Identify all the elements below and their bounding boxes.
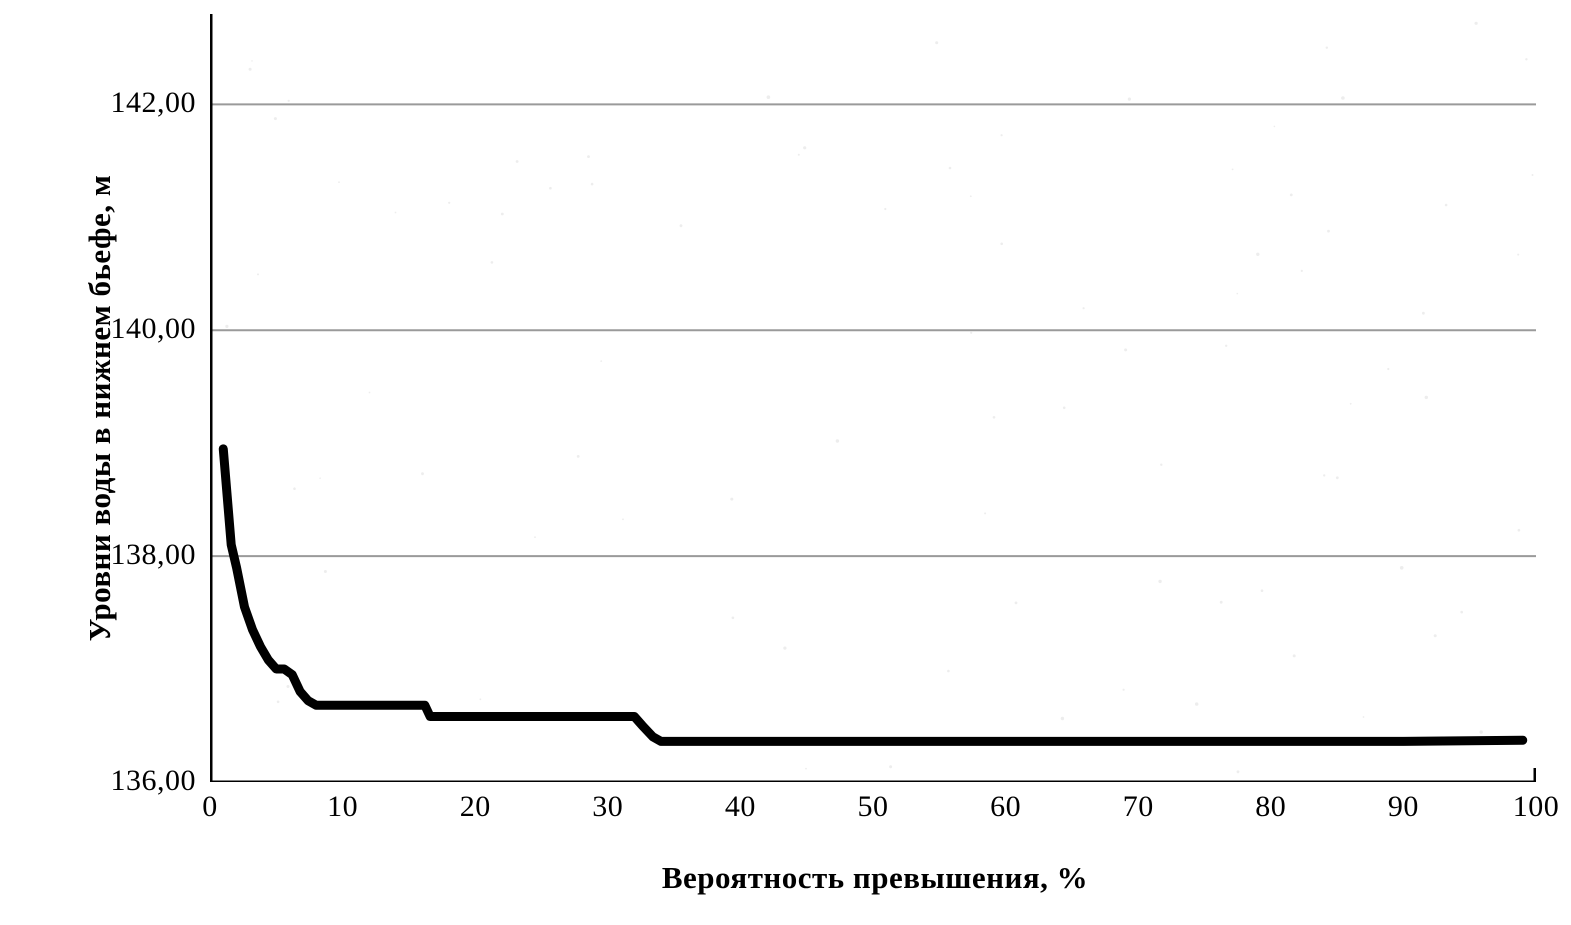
x-tick-label: 30 (592, 790, 624, 823)
x-tick-label: 0 (202, 790, 218, 823)
y-tick-label: 142,00 (110, 86, 196, 120)
x-tick-label: 50 (857, 790, 889, 823)
axis-lines (210, 14, 1536, 782)
x-tick-label: 90 (1387, 790, 1419, 823)
y-tick-label: 136,00 (110, 764, 196, 797)
x-tick-label: 60 (990, 790, 1022, 823)
plot-area (210, 14, 1536, 782)
series-line-0 (223, 449, 1522, 742)
x-tick-label: 10 (327, 790, 359, 823)
x-tick-label: 80 (1255, 790, 1287, 823)
y-axis-title: Уровни воды в нижнем бьефе, м (82, 174, 117, 642)
x-tick-label: 70 (1122, 790, 1154, 823)
y-tick-label: 140,00 (110, 312, 196, 346)
y-tick-label: 138,00 (110, 538, 196, 572)
x-tick-label: 20 (459, 790, 491, 823)
x-tick-label: 40 (724, 790, 756, 823)
x-tick-label: 100 (1512, 790, 1560, 823)
plot-svg (210, 14, 1536, 782)
x-axis-title: Вероятность превышения, % (661, 860, 1089, 895)
gridlines (210, 104, 1536, 782)
